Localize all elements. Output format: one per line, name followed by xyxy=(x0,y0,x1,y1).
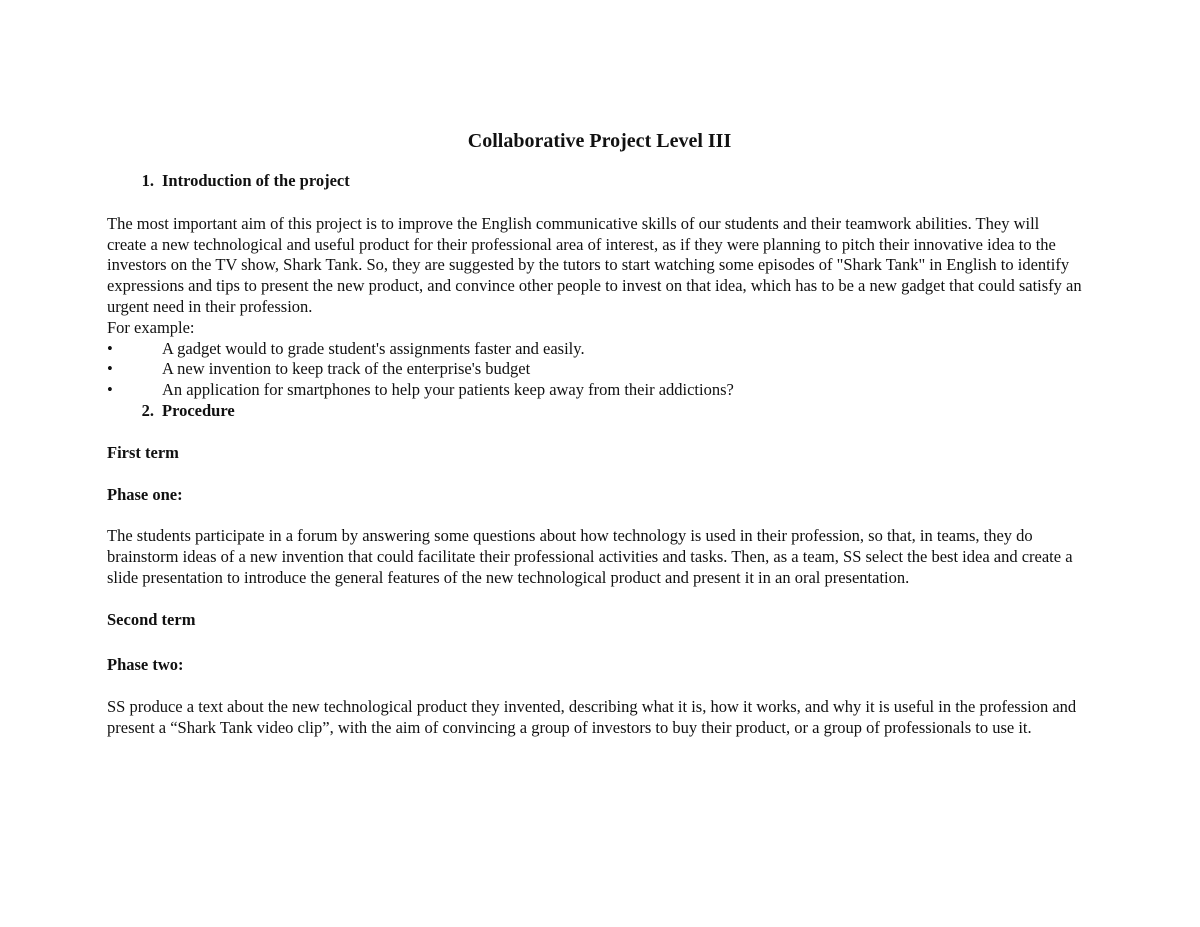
first-term-heading: First term xyxy=(107,442,179,462)
list-item xyxy=(107,359,1082,380)
section-heading-procedure xyxy=(107,401,1082,422)
list-item-text: A new invention to keep track of the enterprise's budget xyxy=(162,359,531,379)
phase-one-heading: Phase one: xyxy=(107,484,183,504)
section-number: 2. xyxy=(141,400,154,420)
section-number: 1. xyxy=(141,171,154,190)
intro-paragraph: The most important aim of this project is to improve the English communicative skills of our students and their teamwork abilities. They will create a new technological and useful product for their professional area of interest, as if they were planning to pitch their innovative idea to the investors on the TV show, Shark Tank. So, they are suggested by the tutors to start watching some episodes of "Shark Tank" in English to identify expressions and tips to present the new product, and convince other people to invest on that idea, which has to be a new gadget that could satisfy an urgent need in their profession. xyxy=(107,213,1082,316)
phase-two-heading: Phase two: xyxy=(107,654,184,674)
bullet-icon: • xyxy=(107,338,113,358)
section-heading-introduction xyxy=(107,171,1082,192)
section-title: Introduction of the project xyxy=(162,171,350,190)
second-term-heading: Second term xyxy=(107,609,196,629)
section-title: Procedure xyxy=(162,400,235,420)
list-item-text: An application for smartphones to help your patients keep away from their addictions? xyxy=(162,380,734,400)
list-item xyxy=(107,380,1082,401)
example-list xyxy=(107,339,1082,401)
example-label: For example: xyxy=(107,317,195,337)
list-item-text: A gadget would to grade student's assignments faster and easily. xyxy=(162,338,585,358)
list-item xyxy=(107,339,1082,360)
second-term-paragraph: SS produce a text about the new technological product they invented, describing what it is, how it works, and why it is useful in the profession and present a “Shark Tank video clip”, with the aim of convincing a group of investors to buy their product, or a group of professionals to use it. xyxy=(107,697,1077,738)
bullet-icon: • xyxy=(107,359,113,379)
first-term-paragraph: The students participate in a forum by answering some questions about how technology is used in their profession, so that, in teams, they do brainstorm ideas of a new invention that could facilitate their professional activities and tasks. Then, as a team, SS select the best idea and create a slide presentation to introduce the general features of the new technological product and present it in an oral presentation. xyxy=(107,526,1073,587)
page-title: Collaborative Project Level III xyxy=(467,130,732,152)
document-page xyxy=(107,128,1082,739)
bullet-icon: • xyxy=(107,380,113,400)
